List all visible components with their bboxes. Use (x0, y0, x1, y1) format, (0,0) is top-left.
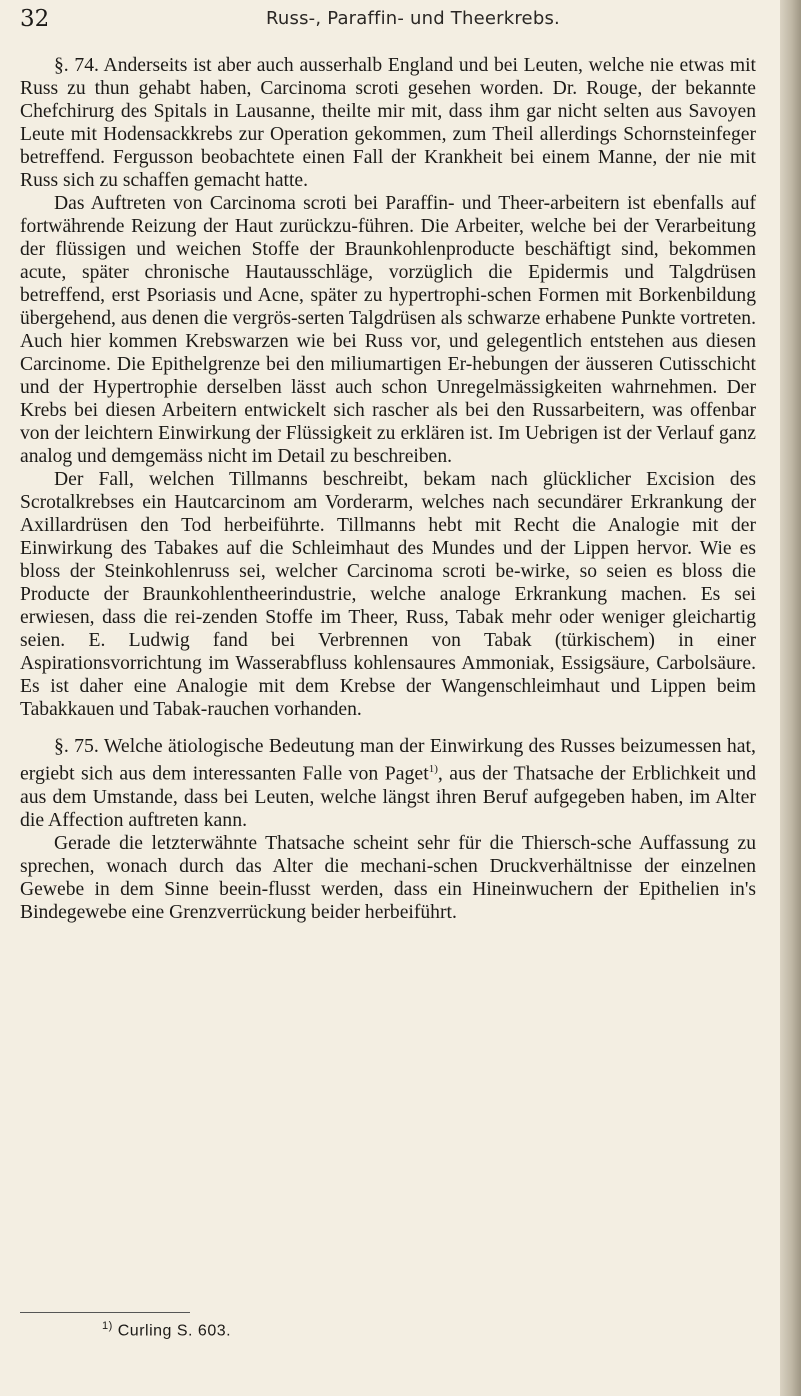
footnote-marker: 1) (102, 1320, 113, 1332)
footnote-reference[interactable]: 1) (428, 763, 438, 775)
body-text (20, 54, 756, 924)
section-75-text-start: §. 75. Welche ätiologische Bedeutung man der Einwirkung des Russes beizumessen hat, ergiebt sich aus dem interessanten Falle von Paget (20, 735, 756, 785)
paragraph-paraffin-workers: Das Auftreten von Carcinoma scroti bei Paraffin- und Theer-arbeitern ist ebenfalls auf fortwährende Reizung der Haut zurückzu-führen. Die Arbeiter, welche bei der Verarbeitung der flüssigen und weichen Stoffe der Braunkohlenproducte beschäftigt sind, bekommen acute, später chronische Hautausschläge, vorzüglich die Epidermis und Talgdrüsen betreffend, erst Psoriasis und Acne, später zu hypertrophi-schen Formen mit Borkenbildung übergehend, aus denen die vergrös-serten Talgdrüsen als schwarze erhabene Punkte vortreten. Auch hier kommen Krebswarzen wie bei Russ vor, und gelegentlich entstehen aus diesen Carcinome. Die Epithelgrenze bei den miliumartigen Er-hebungen der äusseren Cutisschicht und der Hypertrophie derselben lässt auch schon Unregelmässigkeiten wahrnehmen. Der Krebs bei diesen Arbeitern entwickelt sich rascher als bei den Russarbeitern, was offenbar von der leichtern Einwirkung der Flüssigkeit zu erklären ist. Im Uebrigen ist der Verlauf ganz analog und demgemäss nicht im Detail zu beschreiben. (20, 193, 756, 467)
footnote-text: Curling S. 603. (117, 1322, 232, 1340)
page-header (20, 4, 760, 36)
paragraph-section-75 (20, 735, 756, 832)
running-title: Russ-, Paraffin- und Theerkrebs. (266, 8, 560, 29)
page-number: 32 (20, 6, 50, 32)
paragraph-section-74: §. 74. Anderseits ist aber auch ausserhalb England und bei Leuten, welche nie etwas mit Russ zu thun gehabt haben, Carcinoma scroti gesehen worden. Dr. Rouge, der bekannte Chefchirurg des Spitals in Lausanne, theilte mir mit, dass ihm gar nicht selten aus Savoyen Leute mit Hodensackkrebs zur Operation gekommen, zum Theil allerdings Schornsteinfeger betreffend. Fergusson beobachtete einen Fall der Krankheit bei einem Manne, der nie mit Russ sich zu schaffen gemacht hatte. (20, 55, 756, 191)
page-edge-shadow (780, 0, 801, 1396)
footnote (102, 1320, 231, 1340)
footnote-divider (20, 1312, 190, 1313)
section-75-text-end: , aus der Thatsache der Erblichkeit und aus dem Umstande, dass bei Leuten, welche längst ihren Beruf aufgegeben haben, im Alter die Affection auftreten kann. (20, 762, 756, 831)
paragraph-closing: Gerade die letzterwähnte Thatsache scheint sehr für die Thiersch-sche Auffassung zu sprechen, wonach durch das Alter die mechani-schen Druckverhältnisse der einzelnen Gewebe in dem Sinne beein-flusst werden, dass ein Hineinwuchern der Epithelien in's Bindegewebe eine Grenzverrückung beider herbeiführt. (20, 832, 756, 923)
paragraph-tillmanns-case: Der Fall, welchen Tillmanns beschreibt, bekam nach glücklicher Excision des Scrotalkrebses ein Hautcarcinom am Vorderarm, welches nach secundärer Erkrankung der Axillardrüsen den Tod herbeiführte. Tillmanns hebt mit Recht die Analogie mit der Einwirkung des Tabakes auf die Schleimhaut des Mundes und der Lippen hervor. Wie es bloss der Steinkohlenruss sei, welcher Carcinoma scroti be-wirke, so seien es bloss die Producte der Braunkohlentheerindustrie, welche analoge Erkrankung machen. Es sei erwiesen, dass die rei-zenden Stoffe im Theer, Russ, Tabak mehr oder weniger gleichartig seien. E. Ludwig fand bei Verbrennen von Tabak (türkischem) in einer Aspirationsvorrichtung im Wasserabfluss kohlensaures Ammoniak, Essigsäure, Carbolsäure. Es ist daher eine Analogie mit dem Krebse der Wangenschleimhaut und Lippen beim Tabakkauen und Tabak-rauchen vorhanden. (20, 469, 756, 720)
